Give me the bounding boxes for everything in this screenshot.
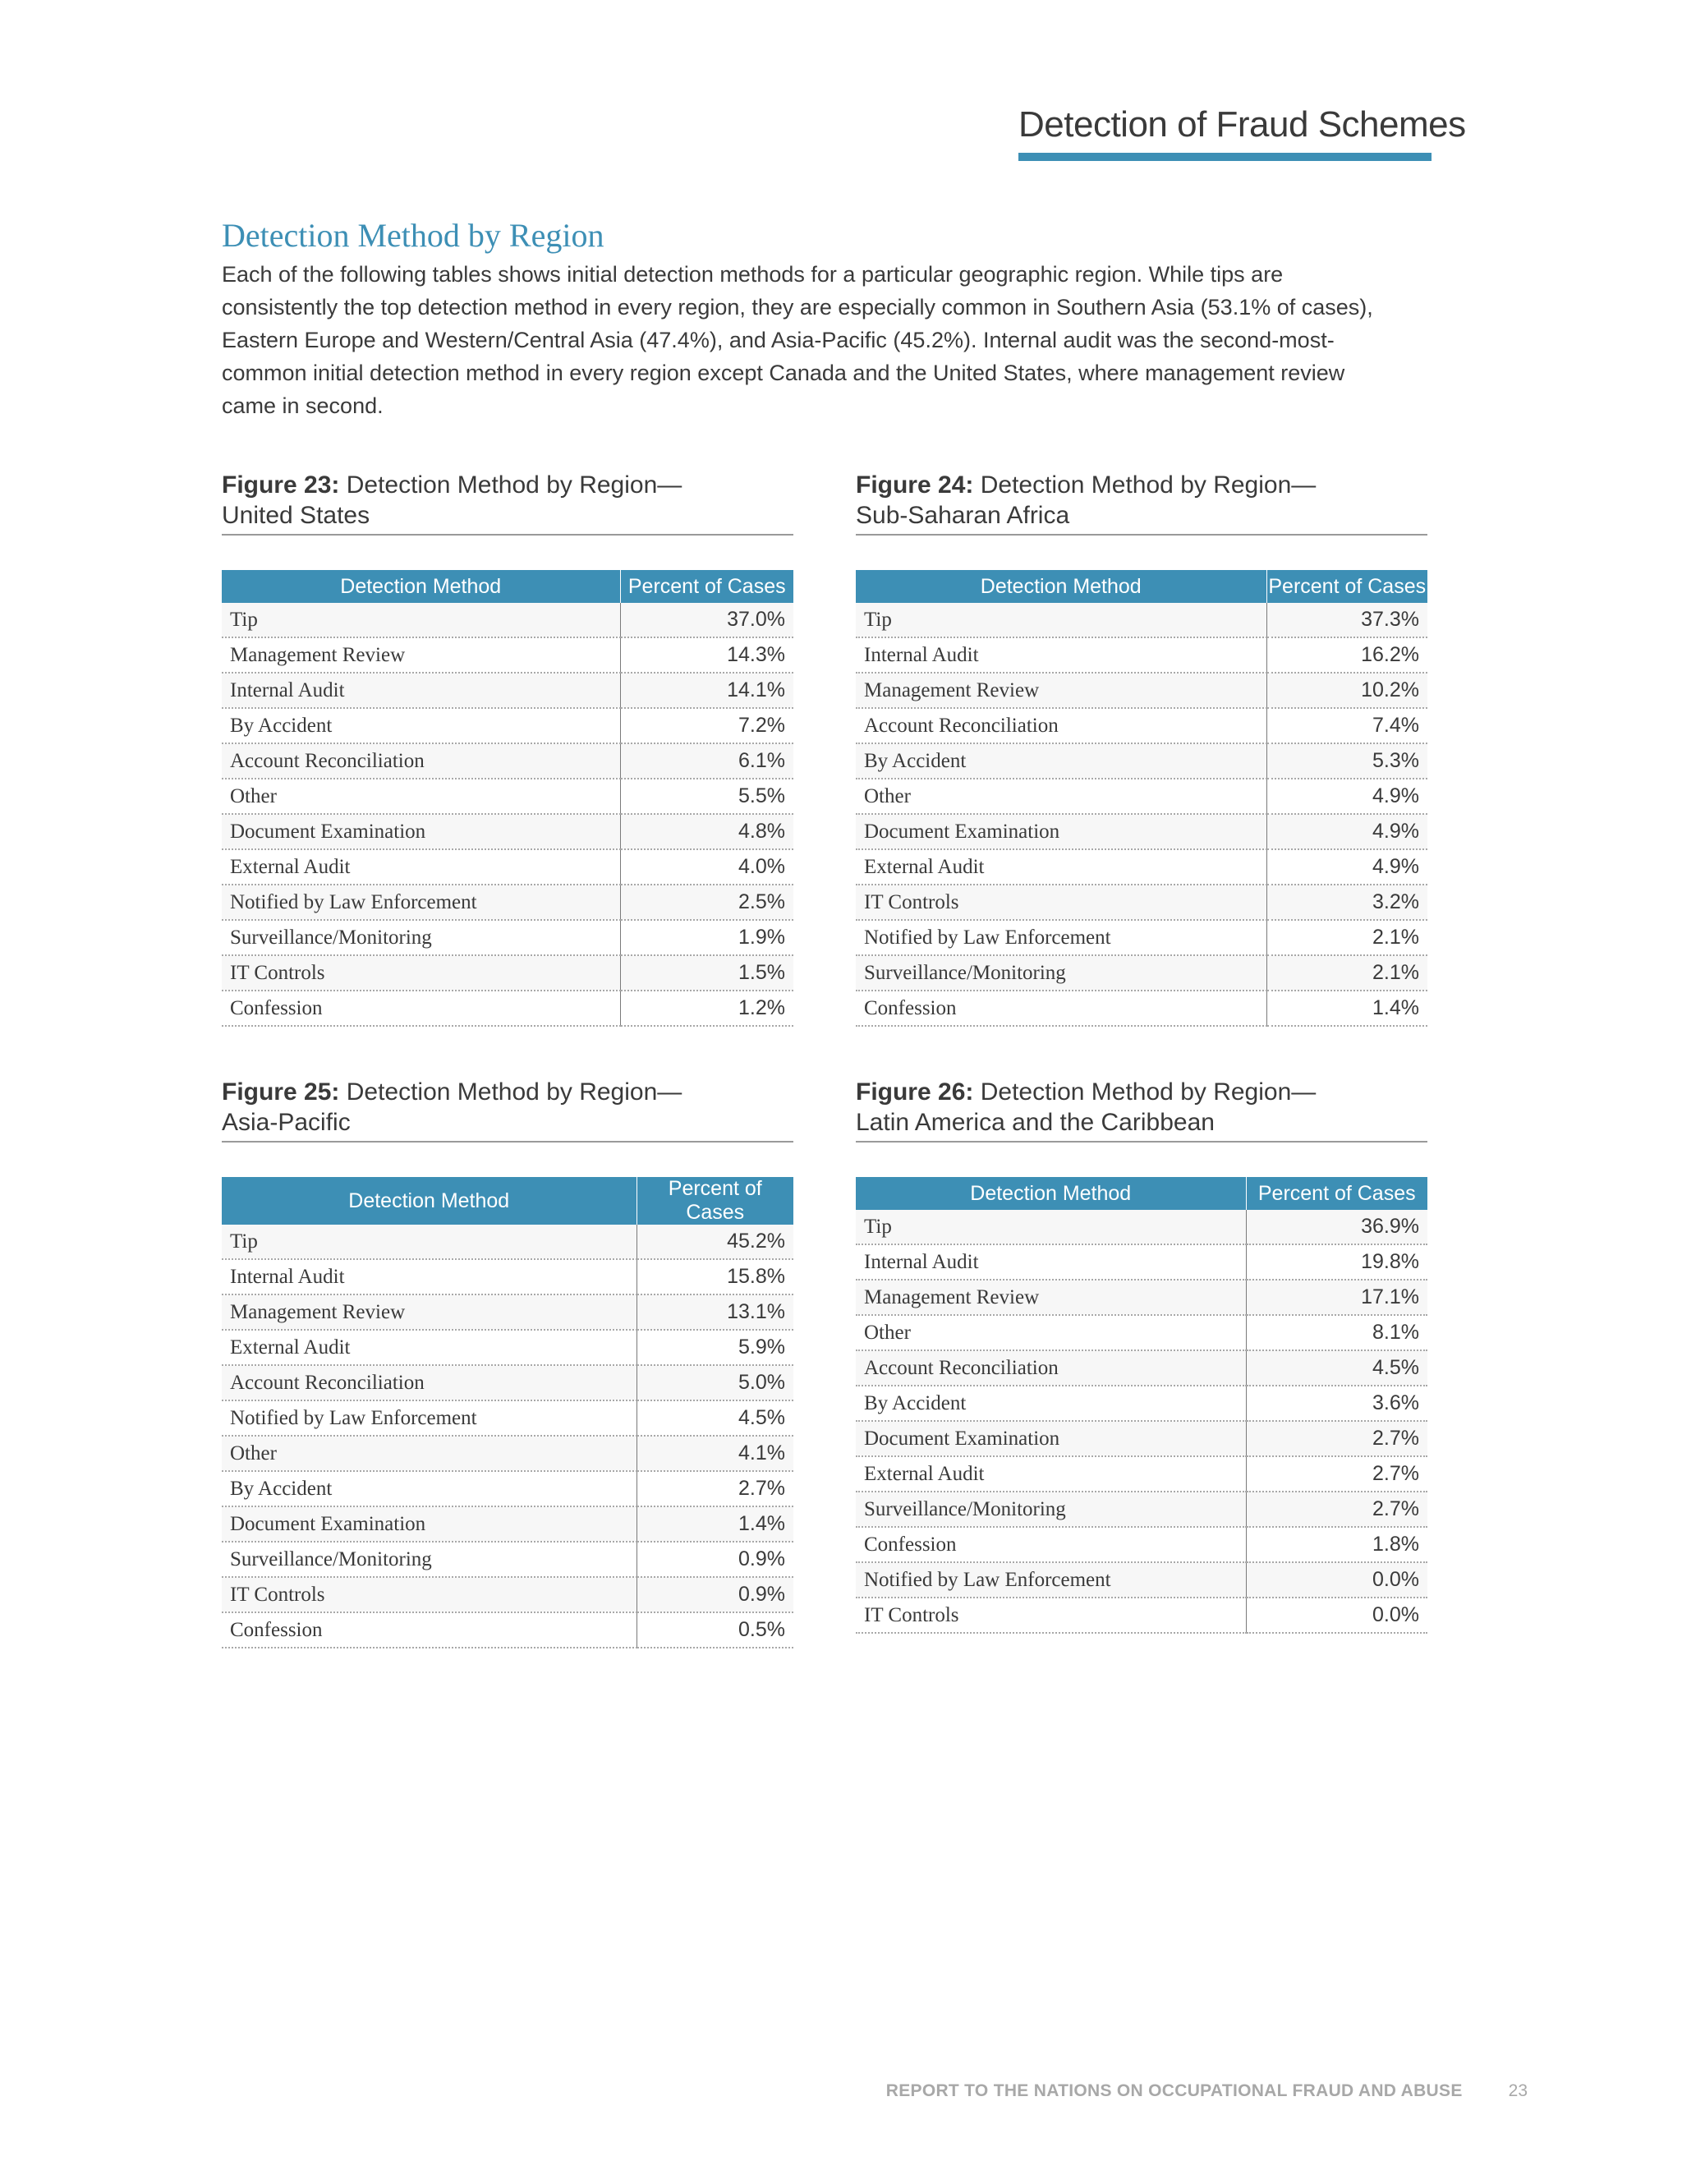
percent-of-cases-cell: 4.5%	[636, 1400, 793, 1436]
percent-of-cases-cell: 15.8%	[636, 1259, 793, 1294]
detection-method-cell: Surveillance/Monitoring	[222, 1542, 636, 1577]
detection-method-cell: Confession	[222, 1612, 636, 1648]
detection-method-cell: By Accident	[222, 1471, 636, 1506]
figure-24	[856, 470, 1427, 1027]
percent-of-cases-cell: 14.3%	[620, 637, 793, 673]
table-row	[222, 1365, 793, 1400]
column-header-percent: Percent of Cases	[620, 570, 793, 603]
figure-title-line1: Detection Method by Region—	[980, 471, 1317, 499]
table-row	[856, 1562, 1427, 1598]
detection-method-cell: Other	[856, 779, 1266, 814]
table-row	[222, 1612, 793, 1648]
percent-of-cases-cell: 4.9%	[1266, 849, 1427, 885]
table-row	[856, 955, 1427, 991]
table-header-row	[856, 570, 1427, 603]
figure-title	[222, 1077, 793, 1143]
figure-title-line1: Detection Method by Region—	[346, 1078, 682, 1106]
table-row	[222, 1577, 793, 1612]
figure-label: Figure 26:	[856, 1078, 974, 1106]
percent-of-cases-cell: 45.2%	[636, 1225, 793, 1259]
detection-method-cell: Notified by Law Enforcement	[856, 920, 1266, 955]
detection-method-table	[856, 570, 1427, 1027]
percent-of-cases-cell: 2.5%	[620, 885, 793, 920]
figure-title	[222, 470, 793, 536]
detection-method-cell: Document Examination	[856, 1421, 1246, 1456]
table-row	[222, 885, 793, 920]
percent-of-cases-cell: 7.4%	[1266, 708, 1427, 743]
percent-of-cases-cell: 6.1%	[620, 743, 793, 779]
percent-of-cases-cell: 1.9%	[620, 920, 793, 955]
percent-of-cases-cell: 0.0%	[1246, 1562, 1427, 1598]
figure-label: Figure 24:	[856, 471, 974, 499]
table-row	[222, 814, 793, 849]
detection-method-cell: Management Review	[222, 1294, 636, 1330]
table-row	[222, 1436, 793, 1471]
detection-method-cell: Confession	[222, 991, 620, 1026]
percent-of-cases-cell: 0.5%	[636, 1612, 793, 1648]
detection-method-cell: Tip	[856, 603, 1266, 637]
detection-method-cell: Internal Audit	[222, 673, 620, 708]
table-row	[222, 779, 793, 814]
detection-method-cell: Management Review	[856, 1280, 1246, 1315]
detection-method-cell: Surveillance/Monitoring	[222, 920, 620, 955]
percent-of-cases-cell: 37.0%	[620, 603, 793, 637]
percent-of-cases-cell: 2.7%	[1246, 1456, 1427, 1492]
percent-of-cases-cell: 2.7%	[1246, 1492, 1427, 1527]
detection-method-cell: IT Controls	[856, 1598, 1246, 1633]
detection-method-cell: Document Examination	[222, 814, 620, 849]
column-header-percent: Percent of Cases	[1266, 570, 1427, 603]
detection-method-cell: Other	[222, 779, 620, 814]
table-row	[856, 1386, 1427, 1421]
percent-of-cases-cell: 10.2%	[1266, 673, 1427, 708]
percent-of-cases-cell: 4.9%	[1266, 814, 1427, 849]
detection-method-cell: Other	[856, 1315, 1246, 1350]
detection-method-cell: Tip	[222, 1225, 636, 1259]
percent-of-cases-cell: 4.8%	[620, 814, 793, 849]
detection-method-cell: Internal Audit	[856, 637, 1266, 673]
detection-method-cell: Other	[222, 1436, 636, 1471]
detection-method-cell: By Accident	[222, 708, 620, 743]
percent-of-cases-cell: 7.2%	[620, 708, 793, 743]
table-row	[222, 1471, 793, 1506]
column-header-percent: Percent of Cases	[636, 1177, 793, 1225]
detection-method-cell: Account Reconciliation	[856, 1350, 1246, 1386]
percent-of-cases-cell: 2.1%	[1266, 955, 1427, 991]
percent-of-cases-cell: 4.0%	[620, 849, 793, 885]
detection-method-cell: Surveillance/Monitoring	[856, 955, 1266, 991]
page-number: 23	[1508, 2081, 1528, 2100]
percent-of-cases-cell: 16.2%	[1266, 637, 1427, 673]
column-header-method: Detection Method	[222, 570, 620, 603]
detection-method-cell: Tip	[856, 1210, 1246, 1244]
percent-of-cases-cell: 1.2%	[620, 991, 793, 1026]
table-row	[856, 1350, 1427, 1386]
table-row	[222, 673, 793, 708]
table-row	[856, 814, 1427, 849]
table-row	[856, 743, 1427, 779]
percent-of-cases-cell: 4.1%	[636, 1436, 793, 1471]
percent-of-cases-cell: 0.9%	[636, 1542, 793, 1577]
detection-method-table	[222, 570, 793, 1027]
detection-method-cell: Confession	[856, 991, 1266, 1026]
detection-method-cell: By Accident	[856, 743, 1266, 779]
table-row	[856, 885, 1427, 920]
detection-method-cell: Notified by Law Enforcement	[222, 1400, 636, 1436]
figure-title	[856, 1077, 1427, 1143]
percent-of-cases-cell: 0.0%	[1246, 1598, 1427, 1633]
percent-of-cases-cell: 3.2%	[1266, 885, 1427, 920]
table-row	[222, 743, 793, 779]
percent-of-cases-cell: 19.8%	[1246, 1244, 1427, 1280]
table-row	[222, 1330, 793, 1365]
detection-method-table	[222, 1177, 793, 1648]
section-header-underline	[1018, 153, 1432, 161]
table-row	[856, 708, 1427, 743]
detection-method-cell: Internal Audit	[856, 1244, 1246, 1280]
table-row	[222, 1259, 793, 1294]
table-row	[856, 779, 1427, 814]
detection-method-cell: IT Controls	[222, 1577, 636, 1612]
column-header-method: Detection Method	[222, 1177, 636, 1225]
detection-method-cell: Surveillance/Monitoring	[856, 1492, 1246, 1527]
table-row	[856, 673, 1427, 708]
detection-method-cell: IT Controls	[856, 885, 1266, 920]
detection-method-cell: Internal Audit	[222, 1259, 636, 1294]
table-row	[222, 1400, 793, 1436]
column-header-method: Detection Method	[856, 1177, 1246, 1210]
table-row	[222, 920, 793, 955]
detection-method-cell: External Audit	[856, 1456, 1246, 1492]
figure-26	[856, 1077, 1427, 1634]
detection-method-cell: Confession	[856, 1527, 1246, 1562]
column-header-method: Detection Method	[856, 570, 1266, 603]
table-row	[222, 1542, 793, 1577]
detection-method-cell: Account Reconciliation	[856, 708, 1266, 743]
detection-method-cell: External Audit	[222, 1330, 636, 1365]
percent-of-cases-cell: 2.7%	[1246, 1421, 1427, 1456]
table-row	[222, 991, 793, 1026]
detection-method-cell: External Audit	[856, 849, 1266, 885]
intro-paragraph: Each of the following tables shows initial detection methods for a particular geographic region. While tips are consistently the top detection method in every region, they are especially common in Southern Asia (53.1% of cases), Eastern Europe and Western/Central Asia (47.4%), and Asia-Pacific (45.2%). Internal audit was the second-most-common initial detection method in every region except Canada and the United States, where management review came in second.	[222, 262, 1373, 418]
percent-of-cases-cell: 36.9%	[1246, 1210, 1427, 1244]
figure-title-line2: Sub-Saharan Africa	[856, 502, 1070, 529]
detection-method-cell: Account Reconciliation	[222, 743, 620, 779]
percent-of-cases-cell: 5.0%	[636, 1365, 793, 1400]
column-header-percent: Percent of Cases	[1246, 1177, 1427, 1210]
detection-method-cell: Management Review	[222, 637, 620, 673]
detection-method-cell: Account Reconciliation	[222, 1365, 636, 1400]
table-row	[856, 1210, 1427, 1244]
percent-of-cases-cell: 13.1%	[636, 1294, 793, 1330]
table-row	[222, 955, 793, 991]
table-row	[222, 1506, 793, 1542]
table-row	[856, 920, 1427, 955]
section-header	[1018, 102, 1466, 161]
percent-of-cases-cell: 3.6%	[1246, 1386, 1427, 1421]
table-row	[856, 1315, 1427, 1350]
percent-of-cases-cell: 2.1%	[1266, 920, 1427, 955]
table-header-row	[222, 1177, 793, 1225]
percent-of-cases-cell: 1.5%	[620, 955, 793, 991]
table-row	[222, 603, 793, 637]
table-row	[222, 637, 793, 673]
percent-of-cases-cell: 8.1%	[1246, 1315, 1427, 1350]
figure-title-line2: United States	[222, 502, 370, 529]
percent-of-cases-cell: 5.9%	[636, 1330, 793, 1365]
detection-method-cell: Tip	[222, 603, 620, 637]
table-row	[222, 1225, 793, 1259]
figure-title-line1: Detection Method by Region—	[346, 471, 682, 499]
page-footer	[821, 2081, 1528, 2101]
section-header-title: Detection of Fraud Schemes	[1018, 104, 1466, 145]
table-row	[856, 991, 1427, 1026]
figure-label: Figure 25:	[222, 1078, 340, 1106]
percent-of-cases-cell: 5.3%	[1266, 743, 1427, 779]
figure-title-line2: Latin America and the Caribbean	[856, 1109, 1215, 1136]
table-row	[856, 1244, 1427, 1280]
percent-of-cases-cell: 2.7%	[636, 1471, 793, 1506]
figure-label: Figure 23:	[222, 471, 340, 499]
percent-of-cases-cell: 17.1%	[1246, 1280, 1427, 1315]
detection-method-cell: Notified by Law Enforcement	[856, 1562, 1246, 1598]
detection-method-table	[856, 1177, 1427, 1634]
table-row	[222, 849, 793, 885]
figure-title	[856, 470, 1427, 536]
percent-of-cases-cell: 14.1%	[620, 673, 793, 708]
figure-23	[222, 470, 793, 1027]
detection-method-cell: By Accident	[856, 1386, 1246, 1421]
table-row	[222, 1294, 793, 1330]
detection-method-cell: External Audit	[222, 849, 620, 885]
table-row	[856, 1280, 1427, 1315]
percent-of-cases-cell: 0.9%	[636, 1577, 793, 1612]
figure-title-line2: Asia-Pacific	[222, 1109, 351, 1136]
percent-of-cases-cell: 4.5%	[1246, 1350, 1427, 1386]
percent-of-cases-cell: 4.9%	[1266, 779, 1427, 814]
table-row	[856, 1456, 1427, 1492]
table-header-row	[856, 1177, 1427, 1210]
percent-of-cases-cell: 1.4%	[636, 1506, 793, 1542]
table-row	[856, 603, 1427, 637]
percent-of-cases-cell: 1.4%	[1266, 991, 1427, 1026]
table-row	[856, 1598, 1427, 1633]
figure-title-line1: Detection Method by Region—	[980, 1078, 1317, 1106]
detection-method-cell: Notified by Law Enforcement	[222, 885, 620, 920]
table-row	[856, 849, 1427, 885]
percent-of-cases-cell: 1.8%	[1246, 1527, 1427, 1562]
percent-of-cases-cell: 37.3%	[1266, 603, 1427, 637]
figure-25	[222, 1077, 793, 1648]
table-row	[856, 1421, 1427, 1456]
detection-method-cell: Document Examination	[222, 1506, 636, 1542]
table-row	[856, 1492, 1427, 1527]
detection-method-cell: Document Examination	[856, 814, 1266, 849]
section-heading: Detection Method by Region	[222, 217, 604, 254]
footer-report-name: REPORT TO THE NATIONS ON OCCUPATIONAL FRAUD AND ABUSE	[885, 2081, 1463, 2100]
table-row	[856, 1527, 1427, 1562]
detection-method-cell: Management Review	[856, 673, 1266, 708]
table-row	[856, 637, 1427, 673]
table-row	[222, 708, 793, 743]
percent-of-cases-cell: 5.5%	[620, 779, 793, 814]
table-header-row	[222, 570, 793, 603]
detection-method-cell: IT Controls	[222, 955, 620, 991]
